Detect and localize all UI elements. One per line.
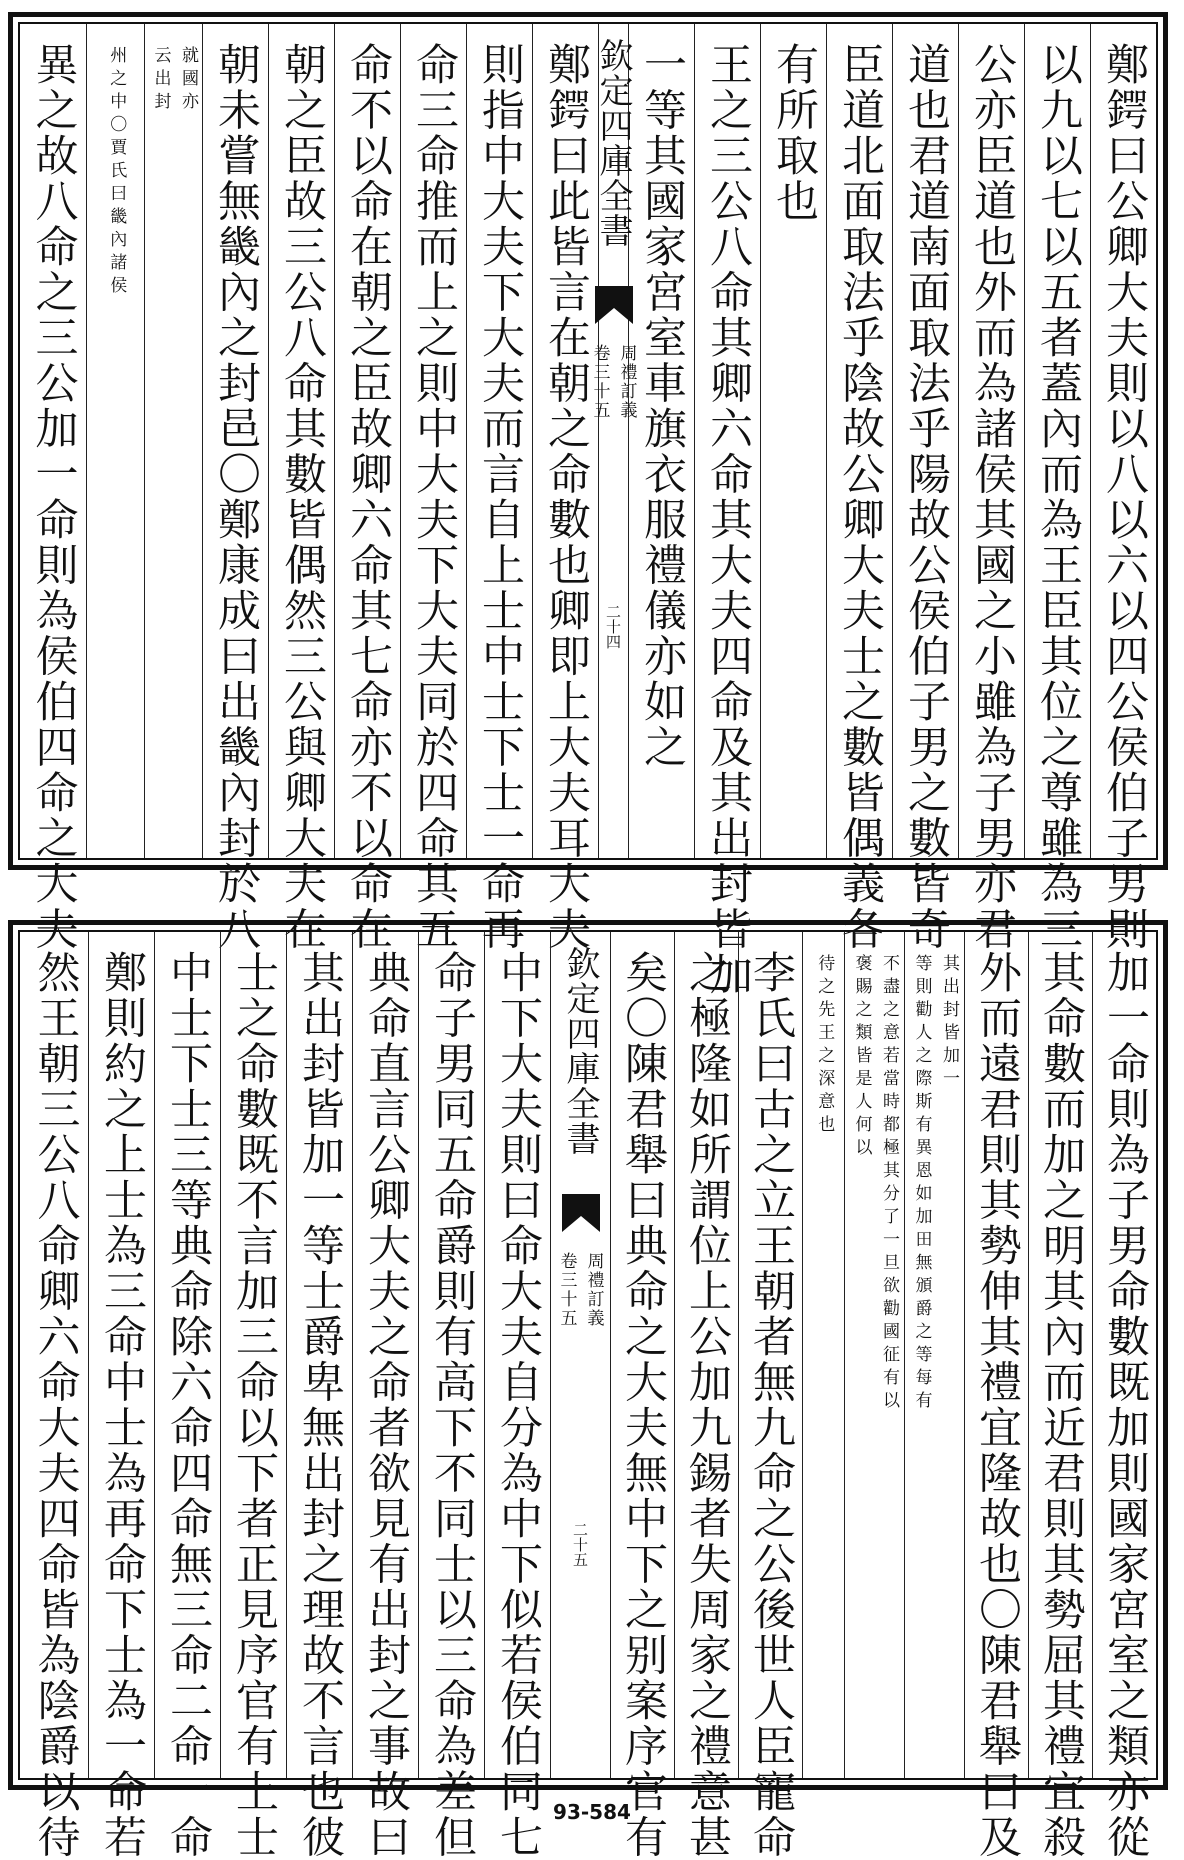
text-column: 其命數而加之明其內而近君則其勢屈其禮宜殺 <box>1028 932 1092 1778</box>
text-column: 外而遠君則其勢伸其禮宜隆故也〇陳君舉曰及 <box>964 932 1028 1778</box>
text-column: 異之故八命之三公加一命則為侯伯四命之大夫 <box>28 42 79 952</box>
text-column: 其出封皆加一等士爵卑無出封之理故不言也彼 <box>286 932 352 1778</box>
text-column: 道也君道南面取法乎陽故公侯伯子男之數皆奇 <box>892 24 958 858</box>
text-column: 然王朝三公八命卿六命大夫四命皆為陰爵以待 <box>30 950 81 1860</box>
volume-label: 周禮訂義 卷三十五 <box>556 1252 604 1328</box>
text-column: 命三命推而上之則中大夫下大夫同於四命其五 <box>400 24 466 858</box>
page-number: 二十五 <box>571 1522 589 1567</box>
top-page-columns <box>20 24 1156 998</box>
text-column: 鄭鍔曰公卿大夫則以八以六以四公侯伯子男則 <box>1090 24 1156 858</box>
text-column: 則指中大夫下大夫而言自上士中士下士一命再 <box>466 24 532 858</box>
text-column: 加一命則為子男命數既加則國家宮室之類亦從 <box>1092 932 1156 1778</box>
text-column: 李氏曰古之立王朝者無九命之公後世人臣寵命 <box>738 932 802 1778</box>
text-column: 一等其國家宮室車旗衣服禮儀亦如之 <box>628 24 694 858</box>
text-column: 鄭則約之上士為三命中士為再命下士為一命若 <box>88 932 154 1778</box>
annotation-column: 州之中〇賈氏曰畿內諸侯 <box>86 24 144 858</box>
fish-tail-mark-icon <box>562 1194 600 1232</box>
text-column: 命不以命在朝之臣故卿六命其七命亦不以命在 <box>334 24 400 858</box>
footer-page-code: 93-584 <box>553 1800 631 1824</box>
fish-tail-mark-icon <box>595 286 633 324</box>
book-title: 欽定四庫全書 <box>593 38 633 248</box>
annotation-column: 不盡之意若當時都極其分了一旦欲勸國征有以 褒賜之類皆是人何以 <box>844 932 904 1778</box>
annotation-column: 待之先王之深意也 <box>802 932 844 1778</box>
book-title: 欽定四庫全書 <box>560 946 600 1156</box>
text-column: 命子男同五命爵則有高下不同士以三命為差但 <box>418 932 484 1778</box>
text-column: 中下大夫則曰命大夫自分為中下似若侯伯同七 <box>484 932 550 1778</box>
text-column: 士之命數既不言加三命以下者正見序官有上士 <box>220 932 286 1778</box>
annotation-column: 其出封皆加一 等則勸人之際斯有異恩如加田無頒爵之等每有 <box>904 932 964 1778</box>
text-column: 朝之臣故三公八命其數皆偶然三公與卿大夫在 <box>268 24 334 858</box>
text-column: 典命直言公卿大夫之命者欲見有出封之事故曰 <box>352 932 418 1778</box>
page-number: 二十四 <box>604 604 622 649</box>
center-fold-margin <box>550 932 610 1778</box>
text-column: 之極隆如所謂位上公加九錫者失周家之禮意甚 <box>674 932 738 1778</box>
top-page-frame <box>18 22 1158 998</box>
text-column: 以九以七以五者蓋內而為王臣其位之尊雖為三 <box>1024 24 1090 858</box>
center-fold-margin <box>589 24 637 858</box>
text-column: 王之三公八命其卿六命其大夫四命及其出封皆加 <box>694 24 760 858</box>
text-column: 矣〇陳君舉曰典命之大夫無中下之别案序官有 <box>610 932 674 1778</box>
volume-label: 周禮訂義 卷三十五 <box>589 344 637 420</box>
text-column: 臣道北面取法乎陰故公卿大夫士之數皆偶義各 <box>826 24 892 858</box>
text-column: 鄭鍔曰此皆言在朝之命數也卿即上大夫耳大夫 <box>532 24 598 858</box>
annotation-column: 就國亦 云出封 <box>144 24 202 858</box>
top-page <box>8 12 1168 998</box>
text-column: 中士下士三等典命除六命四命無三命二命一命 <box>154 932 220 1778</box>
text-column: 有所取也 <box>760 24 826 858</box>
text-column: 朝未嘗無畿內之封邑〇鄭康成曰出畿內封於八 <box>202 24 268 858</box>
text-column: 公亦臣道也外而為諸侯其國之小雖為子男亦君 <box>958 24 1024 858</box>
